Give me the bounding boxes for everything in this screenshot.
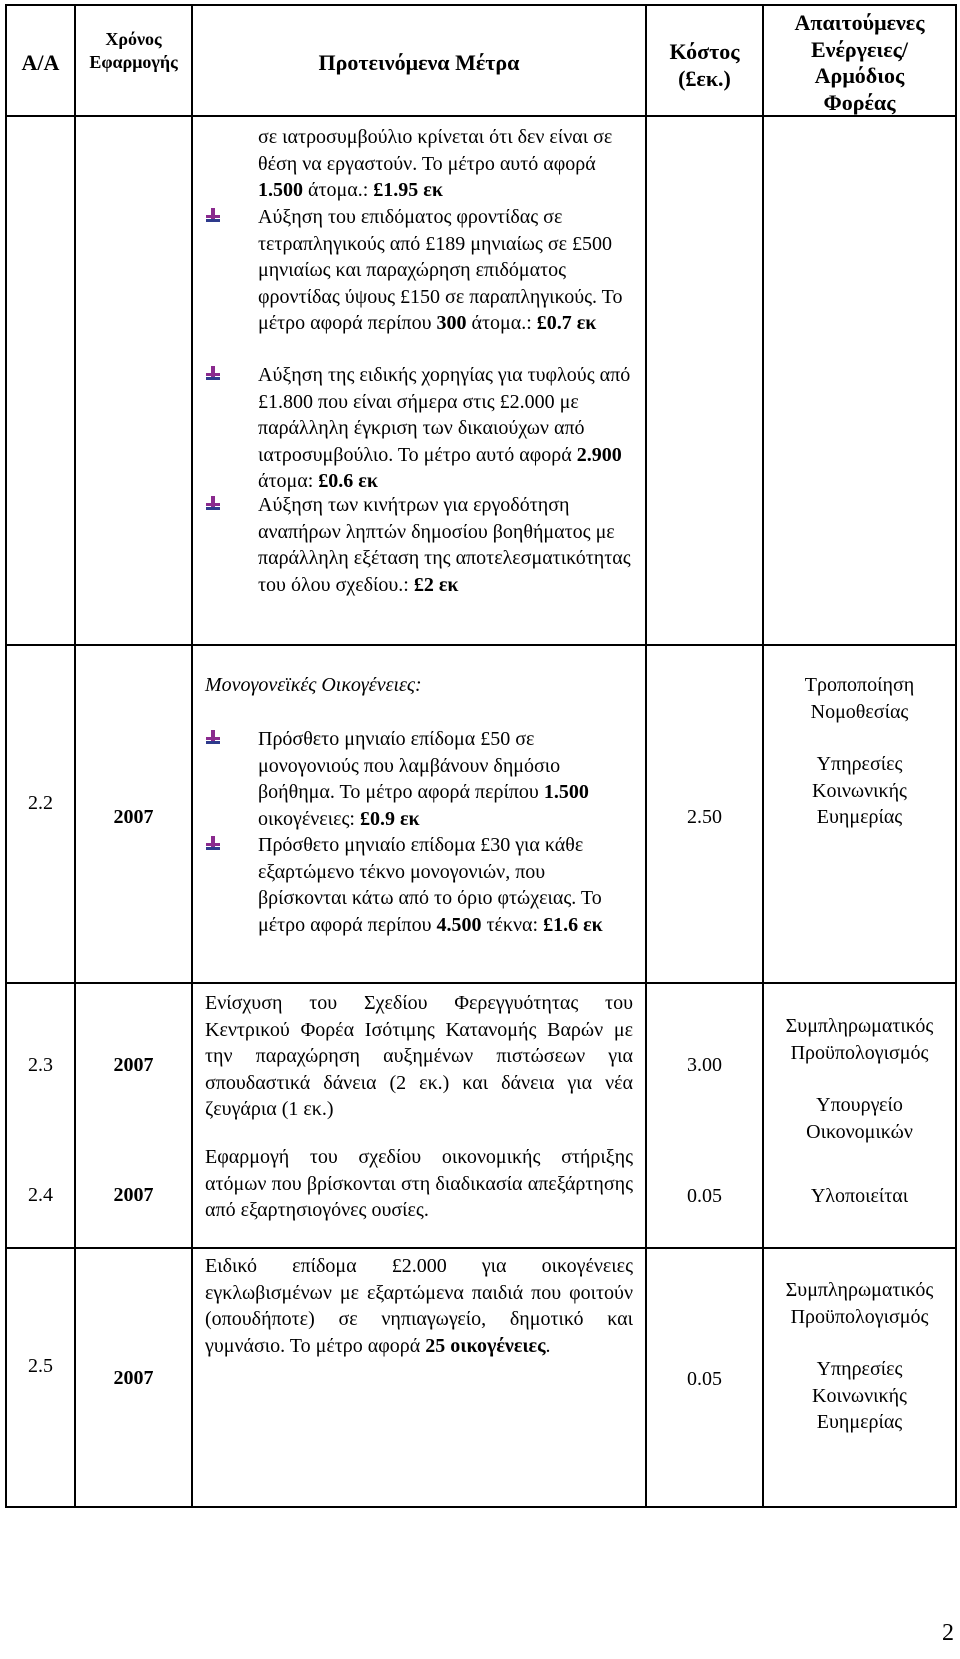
row-year: 2007: [113, 806, 154, 828]
row-divider: [5, 982, 957, 984]
header-year-line1: Χρόνος: [105, 29, 162, 49]
row-cost: 0.05: [687, 1368, 722, 1390]
action-text: Κοινωνικής: [812, 779, 907, 802]
action-text: Ευημερίας: [816, 1411, 903, 1433]
action-text: Υπηρεσίες: [816, 1358, 903, 1380]
bullet-icon: [206, 208, 222, 224]
header-cost: [647, 38, 762, 92]
column-divider: [645, 4, 647, 1508]
header-actions-line1: Απαιτούμενες: [794, 10, 925, 35]
row-actions: [764, 672, 955, 831]
action-text: Προϋπολογισμός: [790, 1041, 929, 1064]
header-actions: [764, 10, 955, 116]
header-year-line2: Εφαρμογής: [89, 52, 178, 72]
list-item: Αύξηση των κινήτρων για εργοδότηση αναπήρων ληπτών δημοσίου βοηθήματος με παράλληλη εξέταση της αποτελεσματικότητας του όλου σχεδίου.: £2 εκ: [258, 494, 631, 596]
action-text: Υπηρεσίες: [816, 753, 903, 775]
page-number: 2: [942, 1620, 954, 1646]
header-measures: Προτεινόμενα Μέτρα: [318, 50, 520, 75]
action-text: Ευημερίας: [816, 806, 903, 828]
row-actions: [764, 1277, 955, 1436]
bullet-icon: [206, 836, 222, 852]
header-actions-line3: Αρμόδιος: [814, 63, 905, 88]
continuation-intro: σε ιατροσυμβούλιο κρίνεται ότι δεν είναι σε θέση να εργαστούν. Το μέτρο αυτό αφορά 1.500 άτομα.: £1.95 εκ: [258, 126, 613, 201]
bullet-icon: [206, 366, 222, 382]
action-text: Κοινωνικής: [812, 1384, 907, 1407]
action-text: Συμπληρωματικός: [785, 1015, 934, 1037]
row-number: 2.5: [28, 1355, 53, 1377]
list-item: Πρόσθετο μηνιαίο επίδομα £30 για κάθε εξαρτώμενο τέκνο μονογονιών, που βρίσκονται κάτω από το όριο φτώχειας. Το μέτρο αφορά περίπου 4.500 τέκνα: £1.6 εκ: [258, 834, 603, 936]
header-actions-line4: Φορέας: [823, 89, 896, 115]
row-year: 2007: [113, 1054, 154, 1076]
measure-text: Ενίσχυση του Σχεδίου Φερεγγυότητας του Κεντρικού Φορέα Ισότιμης Κατανομής Βαρών με την παραχώρηση αυξημένων πιστώσεων για σπουδαστικά δάνεια (2 εκ.) και δάνεια για νέα ζευγάρια (1 εκ.): [205, 992, 633, 1120]
row-number: 2.3: [28, 1054, 53, 1076]
action-text: Τροποποίηση: [804, 674, 915, 696]
action-text: Συμπληρωματικός: [785, 1279, 934, 1301]
header-actions-line2: Ενέργειες/: [811, 36, 908, 62]
bullet-icon: [206, 496, 222, 512]
row-year: 2007: [113, 1367, 154, 1389]
header-cost-line1: Κόστος: [669, 39, 740, 64]
row-number: 2.4: [28, 1184, 53, 1206]
header-year: [76, 28, 191, 74]
action-text: Προϋπολογισμός: [790, 1305, 929, 1328]
measure-text: Ειδικό επίδομα £2.000 για οικογένειες εγκλωβισμένων με εξαρτώμενα παιδιά που φοιτούν (οπουδήποτε) σε νηπιαγωγείο, δημοτικό και γυμνάσιο. Το μέτρο αφορά 25 οικογένειες.: [205, 1255, 633, 1357]
measure-text: Εφαρμογή του σχεδίου οικονομικής στήριξης ατόμων που βρίσκονται στη διαδικασία απεξάρτησης από εξαρτησιογόνες ουσίες.: [205, 1146, 633, 1221]
column-divider: [74, 4, 76, 1508]
action-text: Υπουργείο: [816, 1094, 903, 1116]
row-number: 2.2: [28, 792, 53, 814]
row-cost: 3.00: [687, 1054, 722, 1076]
list-item: Αύξηση του επιδόματος φροντίδας σε τετραπληγικούς από £189 μηνιαίως σε £500 μηνιαίως και παραχώρηση επιδόματος φροντίδας ύψους £150 σε παραπληγικούς. Το μέτρο αφορά περίπου 300 άτομα.: £0.7 εκ: [258, 206, 623, 334]
header-cost-line2: (£εκ.): [678, 66, 731, 91]
row-divider: [5, 644, 957, 646]
column-divider: [191, 4, 193, 1508]
action-text: Νομοθεσίας: [810, 700, 909, 723]
row-divider: [5, 1247, 957, 1249]
list-item: Πρόσθετο μηνιαίο επίδομα £50 σε μονογονιούς που λαμβάνουν δημόσιο βοήθημα. Το μέτρο αφορά περίπου 1.500 οικογένειες: £0.9 εκ: [258, 728, 589, 830]
row-cost: 2.50: [687, 806, 722, 828]
row-cost: 0.05: [687, 1185, 722, 1207]
bullet-icon: [206, 730, 222, 746]
row-actions: [764, 1013, 955, 1145]
list-item: Αύξηση της ειδικής χορηγίας για τυφλούς από £1.800 που είναι σήμερα στις £2.000 με παράλληλη έγκριση των δικαιούχων από ιατροσυμβούλιο. Το μέτρο αυτό αφορά 2.900 άτομα: £0.6 εκ: [258, 364, 631, 492]
action-text: Οικονομικών: [806, 1120, 913, 1143]
header-aa: Α/Α: [21, 50, 60, 75]
action-text: Υλοποιείται: [810, 1185, 909, 1207]
row-year: 2007: [113, 1184, 154, 1206]
section-title: Μονογονεϊκές Οικογένειες:: [205, 674, 422, 696]
